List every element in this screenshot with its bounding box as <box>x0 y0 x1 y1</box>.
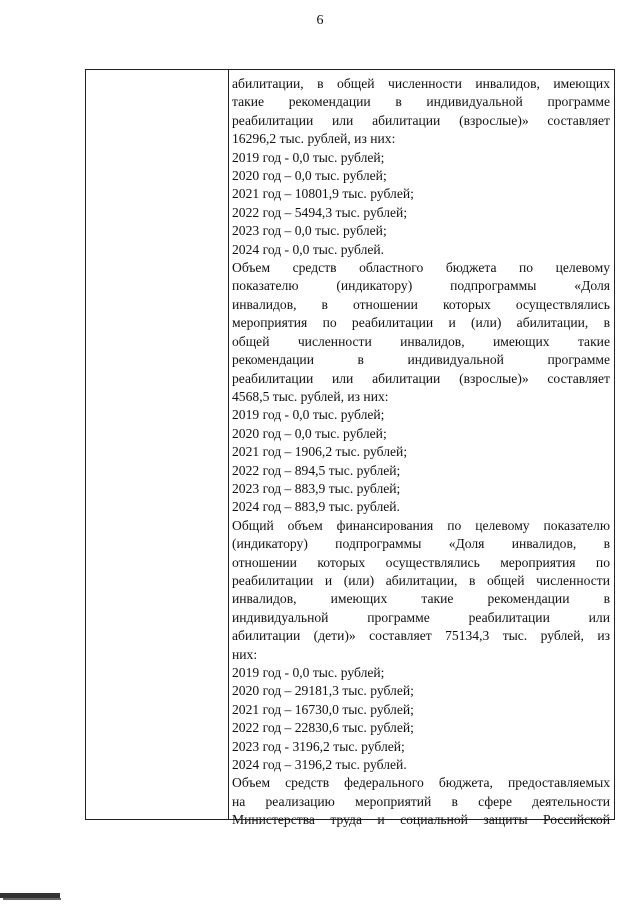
text-line: Министерства труда и социальной защиты Российской <box>232 812 610 828</box>
text-line: Общий объем финансирования по целевому показателю <box>232 517 610 533</box>
year-line: 2024 год – 3196,2 тыс. рублей. <box>232 757 407 773</box>
funding-block-regional-adults <box>232 259 610 517</box>
year-line: 2019 год - 0,0 тыс. рублей; <box>232 665 385 680</box>
page-number: 6 <box>316 13 324 28</box>
year-line: 2019 год - 0,0 тыс. рублей; <box>232 149 385 165</box>
year-line: 2022 год – 22830,6 тыс. рублей; <box>232 720 414 736</box>
table-right-column <box>229 70 614 828</box>
year-line: 2021 год – 1906,2 тыс. рублей; <box>232 444 408 460</box>
text-line: индивидуальной программе реабилитации или <box>232 609 610 625</box>
year-line: 2023 год - 3196,2 тыс. рублей; <box>232 738 405 754</box>
year-line: 2021 год – 16730,0 тыс. рублей; <box>232 701 414 717</box>
year-line: 2019 год - 0,0 тыс. рублей; <box>232 407 385 423</box>
year-line: 2023 год – 883,9 тыс. рублей; <box>232 480 401 496</box>
text-line: общей численности инвалидов, имеющих такие <box>232 333 610 349</box>
text-line: реабилитации или абилитации (взрослые)» составляет <box>232 370 610 386</box>
text-line: реабилитации или абилитации (взрослые)» составляет <box>232 112 610 128</box>
text-line: 4568,5 тыс. рублей, из них: <box>232 388 389 404</box>
funding-block-federal <box>232 774 610 829</box>
text-line: инвалидов, в отношении которых осуществлялись <box>232 296 610 312</box>
year-line: 2021 год – 10801,9 тыс. рублей; <box>232 186 414 202</box>
text-line: такие рекомендации в индивидуальной программе <box>232 94 610 110</box>
year-line: 2020 год – 0,0 тыс. рублей; <box>232 168 387 184</box>
table-left-column <box>86 70 229 819</box>
year-line: 2020 год – 29181,3 тыс. рублей; <box>232 683 414 699</box>
text-line: Объем средств федерального бюджета, предоставляемых <box>232 775 610 791</box>
text-line: них: <box>232 646 258 662</box>
text-line: Объем средств областного бюджета по целевому <box>232 260 610 276</box>
text-line: абилитации, в общей численности инвалидов, имеющих <box>232 76 610 91</box>
year-line: 2020 год – 0,0 тыс. рублей; <box>232 425 387 441</box>
text-line: абилитации (дети)» составляет 75134,3 тыс. рублей, из <box>232 628 610 644</box>
text-line: отношении которых осуществлялись мероприятия по <box>232 554 610 570</box>
text-line: показателю (индикатору) подпрограммы «Доля <box>232 278 610 294</box>
year-line: 2024 год - 0,0 тыс. рублей. <box>232 241 385 257</box>
text-line: мероприятия по реабилитации и (или) абилитации, в <box>232 315 610 331</box>
funding-block-adult-remaining <box>232 75 610 259</box>
scan-artifact <box>3 898 61 900</box>
text-line: инвалидов, имеющих такие рекомендации в <box>232 591 610 607</box>
text-line: реабилитации и (или) абилитации, в общей численности <box>232 572 610 588</box>
document-table <box>85 69 615 828</box>
text-line: (индикатору) подпрограммы «Доля инвалидов, в <box>232 536 610 552</box>
year-line: 2023 год – 0,0 тыс. рублей; <box>232 223 387 239</box>
year-line: 2022 год – 5494,3 тыс. рублей; <box>232 204 408 220</box>
text-line: 16296,2 тыс. рублей, из них: <box>232 131 396 147</box>
year-line: 2024 год – 883,9 тыс. рублей. <box>232 499 400 515</box>
text-line: рекомендации в индивидуальной программе <box>232 352 610 368</box>
year-line: 2022 год – 894,5 тыс. рублей; <box>232 462 401 478</box>
text-line: на реализацию мероприятий в сфере деятельности <box>232 793 610 809</box>
funding-block-total-children <box>232 517 610 775</box>
